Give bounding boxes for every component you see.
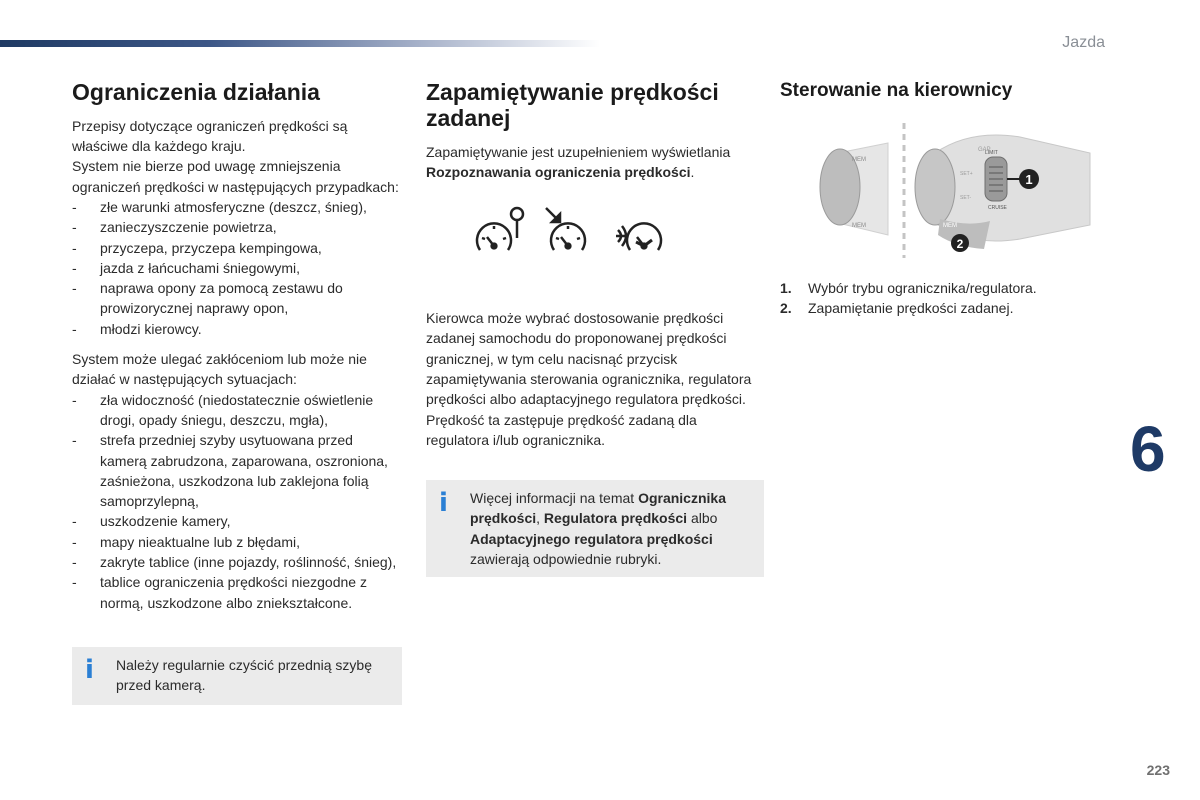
legend-item xyxy=(780,278,1100,298)
speedometer-arrow-icon xyxy=(546,208,585,250)
info-box-camera xyxy=(72,647,402,705)
steering-control-illustration xyxy=(780,123,1100,258)
info-text xyxy=(470,488,752,569)
paragraph-disturbances: System może ulegać zakłóceniom lub może nie działać w następujących sytuacjach: xyxy=(72,351,367,388)
limit-label: LIMIT xyxy=(985,149,998,156)
svg-text:1: 1 xyxy=(1025,171,1033,187)
speedometer-pin-icon xyxy=(477,208,523,250)
svg-text:2: 2 xyxy=(956,236,964,251)
paragraph-driver: Kierowca może wybrać dostosowanie prędkości zadanej samochodu do proponowanej prędkości granicznej, w tym celu nacisnąć przycisk zapamiętywania sterowania ogranicznika, regulatora prędkości albo adaptacyjnego regulatora prędkości. xyxy=(426,310,752,408)
text-span: albo xyxy=(687,510,718,527)
text-span: zawierają odpowiednie rubryki. xyxy=(470,551,662,568)
speed-icons-row xyxy=(470,202,756,298)
cruise-label: CRUISE xyxy=(988,204,1007,211)
text-span: . xyxy=(690,163,695,180)
list-item: - przyczepa, przyczepa kempingowa, xyxy=(72,238,402,258)
svg-text:SET-: SET- xyxy=(960,194,972,201)
paragraph-intro: Przepisy dotyczące ograniczeń prędkości są właściwe dla każdego kraju. xyxy=(72,117,348,155)
paragraph-intro xyxy=(426,142,756,183)
list-item: - mapy nieaktualne lub z błędami, xyxy=(72,532,402,552)
paragraph-replace: Prędkość ta zastępuje prędkość zadaną dla regulatora i/lub ogranicznika. xyxy=(426,411,697,448)
legend-list xyxy=(780,278,1100,319)
list-item: - młodzi kierowcy. xyxy=(72,319,402,339)
bold-span: Adaptacyjnego regulatora prędkości xyxy=(470,530,713,547)
column-steering-controls xyxy=(780,80,1100,318)
legend-number: 2. xyxy=(780,300,792,317)
mem-label: MEM xyxy=(943,222,957,229)
heading-steering: Sterowanie na kierownicy xyxy=(780,80,1013,101)
list-item: - jazda z łańcuchami śniegowymi, xyxy=(72,258,402,278)
list-disturbances xyxy=(72,390,402,613)
info-box-more xyxy=(426,480,764,577)
bold-span: Rozpoznawania ograniczenia prędkości xyxy=(426,163,691,180)
chapter-number: 6 xyxy=(1130,413,1166,485)
list-item: - uszkodzenie kamery, xyxy=(72,511,402,531)
speed-icons xyxy=(470,202,690,272)
list-item: - strefa przedniej szyby usytuowana przed kamerą zabrudzona, zaparowana, oszroniona, zaśnieżona, uszkodzona lub zaklejona folią samoprzylepną, xyxy=(72,430,402,511)
column-memorization xyxy=(426,80,756,577)
speedometer-waves-icon xyxy=(616,223,661,250)
steering-stalk-image xyxy=(780,123,1100,258)
list-item: - złe warunki atmosferyczne (deszcz, śnieg), xyxy=(72,197,402,217)
list-ignored-cases xyxy=(72,197,402,339)
list-item: - zanieczyszczenie powietrza, xyxy=(72,217,402,237)
bold-span: Ogranicznika prędkości xyxy=(470,490,726,527)
legend-item xyxy=(780,298,1100,318)
list-item: - zakryte tablice (inne pojazdy, roślinność, śnieg), xyxy=(72,552,402,572)
svg-text:SET+: SET+ xyxy=(960,170,973,177)
legend-text: Zapamiętanie prędkości zadanej. xyxy=(808,300,1014,317)
legend-text: Wybór trybu ogranicznika/regulatora. xyxy=(808,279,1037,296)
svg-text:MEM: MEM xyxy=(852,156,866,163)
header-gradient-bar xyxy=(0,40,600,47)
heading-limitations: Ograniczenia działania xyxy=(72,79,320,105)
text-span: , xyxy=(536,510,544,527)
page-number: 223 xyxy=(1146,762,1170,778)
text-span: Zapamiętywanie jest uzupełnieniem wyświetlania xyxy=(426,143,731,160)
paragraph-cases: System nie bierze pod uwagę zmniejszenia ograniczeń prędkości w następujących przypadkach: xyxy=(72,158,399,195)
heading-memorization: Zapamiętywanie prędkości zadanej xyxy=(426,79,719,131)
list-item: - tablice ograniczenia prędkości niezgodne z normą, uszkodzone albo zniekształcone. xyxy=(72,572,402,613)
list-item: - zła widoczność (niedostatecznie oświetlenie drogi, opady śniegu, deszczu, mgła), xyxy=(72,390,402,431)
text-span: Więcej informacji na temat xyxy=(470,490,639,507)
column-limitations xyxy=(72,80,402,705)
gap-label: GAP xyxy=(978,146,991,153)
list-item: - naprawa opony za pomocą zestawu do prowizorycznej naprawy opon, xyxy=(72,278,402,319)
svg-text:MEM: MEM xyxy=(852,222,866,229)
info-icon: i xyxy=(439,488,448,519)
info-text: Należy regularnie czyścić przednią szybę przed kamerą. xyxy=(116,656,372,694)
section-title: Jazda xyxy=(1062,34,1105,51)
legend-number: 1. xyxy=(780,279,792,296)
bold-span: Regulatora prędkości xyxy=(543,510,688,527)
info-icon: i xyxy=(85,654,94,685)
